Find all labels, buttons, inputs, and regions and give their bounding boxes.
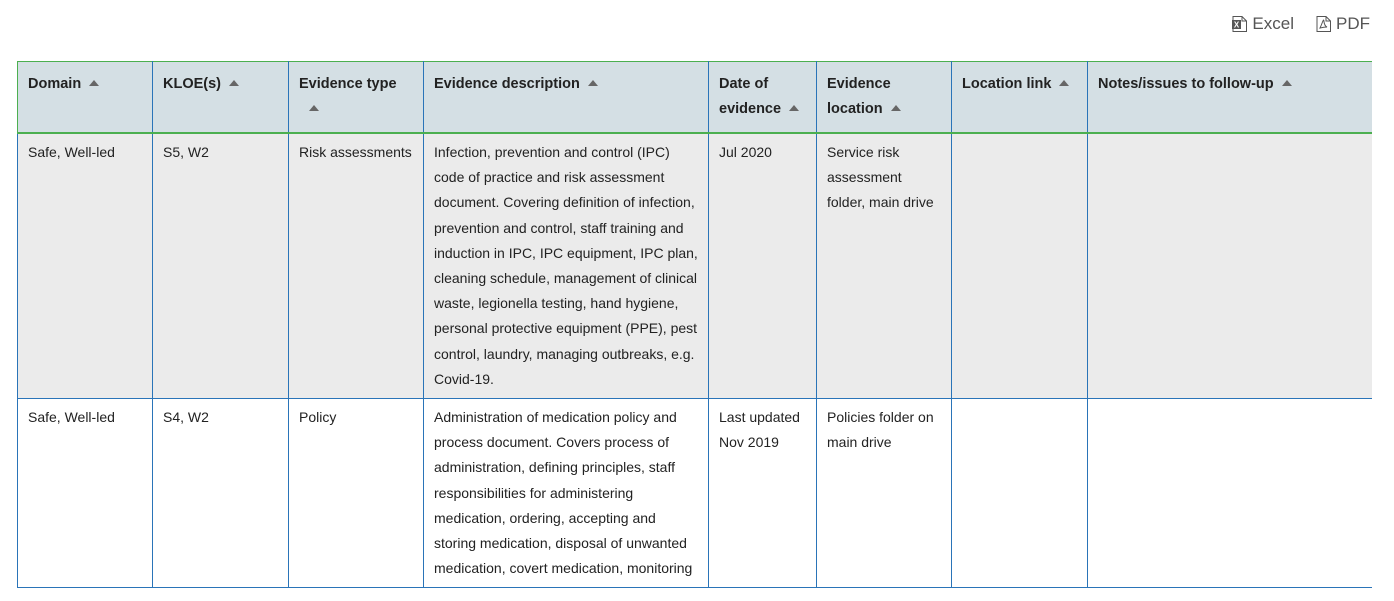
cell-domain: Safe, Well-led [18,133,153,399]
cell-location-link[interactable] [952,399,1088,588]
cell-evidence-type: Policy [289,399,424,588]
column-header-label: Evidence location [827,76,891,117]
column-header-location-link[interactable] [952,62,1088,134]
sort-ascending-icon[interactable] [891,105,901,111]
sort-ascending-icon[interactable] [1059,80,1069,86]
evidence-table-container [17,61,1372,601]
column-header-evidence-location[interactable] [817,62,952,134]
cell-evidence-type: Risk assessments [289,133,424,399]
column-header-domain[interactable] [18,62,153,134]
column-header-evidence-type[interactable] [289,62,424,134]
column-header-notes[interactable] [1088,62,1373,134]
column-header-evidence-description[interactable] [424,62,709,134]
column-header-label: Domain [28,76,82,92]
excel-file-icon [1232,16,1247,32]
column-header-date-of-evidence[interactable] [709,62,817,134]
cell-domain: Safe, Well-led [18,399,153,588]
sort-ascending-icon[interactable] [309,105,319,111]
cell-evidence-description: Infection, prevention and control (IPC) code of practice and risk assessment document. Covering definition of infection, prevention and control, staff training and induction in IPC, IPC equipment, IPC plan, cleaning schedule, management of clinical waste, legionella testing, hand hygiene, personal protective equipment (PPE), pest control, laundry, managing outbreaks, e.g. Covid-19. [424,133,709,399]
sort-ascending-icon[interactable] [89,80,99,86]
pdf-file-icon [1316,16,1331,32]
table-header-row [18,62,1373,134]
cell-evidence-location: Service risk assessment folder, main drive [817,133,952,399]
column-header-label: Evidence description [434,76,580,92]
cell-evidence-description: Administration of medication policy and process document. Covers process of administration, defining principles, staff responsibilities for administering medication, ordering, accepting and storing medication, disposal of unwanted medication, covert medication, monitoring [424,399,709,588]
table-row [18,133,1373,399]
export-pdf-label: PDF [1336,14,1370,33]
cell-evidence-location: Policies folder on main drive [817,399,952,588]
sort-ascending-icon[interactable] [588,80,598,86]
cell-date-of-evidence: Jul 2020 [709,133,817,399]
cell-date-of-evidence: Last updated Nov 2019 [709,399,817,588]
cell-kloe: S5, W2 [153,133,289,399]
export-toolbar [1232,14,1370,34]
column-header-label: KLOE(s) [163,76,221,92]
cell-location-link[interactable] [952,133,1088,399]
column-header-label: Date of evidence [719,76,782,117]
column-header-kloe[interactable] [153,62,289,134]
export-excel-label: Excel [1252,14,1294,33]
column-header-label: Location link [962,76,1052,92]
evidence-table [17,61,1372,588]
column-header-label: Evidence type [299,76,397,92]
svg-text:X: X [1234,20,1240,30]
cell-kloe: S4, W2 [153,399,289,588]
sort-ascending-icon[interactable] [789,105,799,111]
export-excel-button[interactable] [1232,14,1294,34]
export-pdf-button[interactable] [1316,14,1370,34]
sort-ascending-icon[interactable] [229,80,239,86]
column-header-label: Notes/issues to follow-up [1098,76,1274,92]
cell-notes [1088,399,1373,588]
sort-ascending-icon[interactable] [1282,80,1292,86]
table-row [18,399,1373,588]
cell-notes [1088,133,1373,399]
